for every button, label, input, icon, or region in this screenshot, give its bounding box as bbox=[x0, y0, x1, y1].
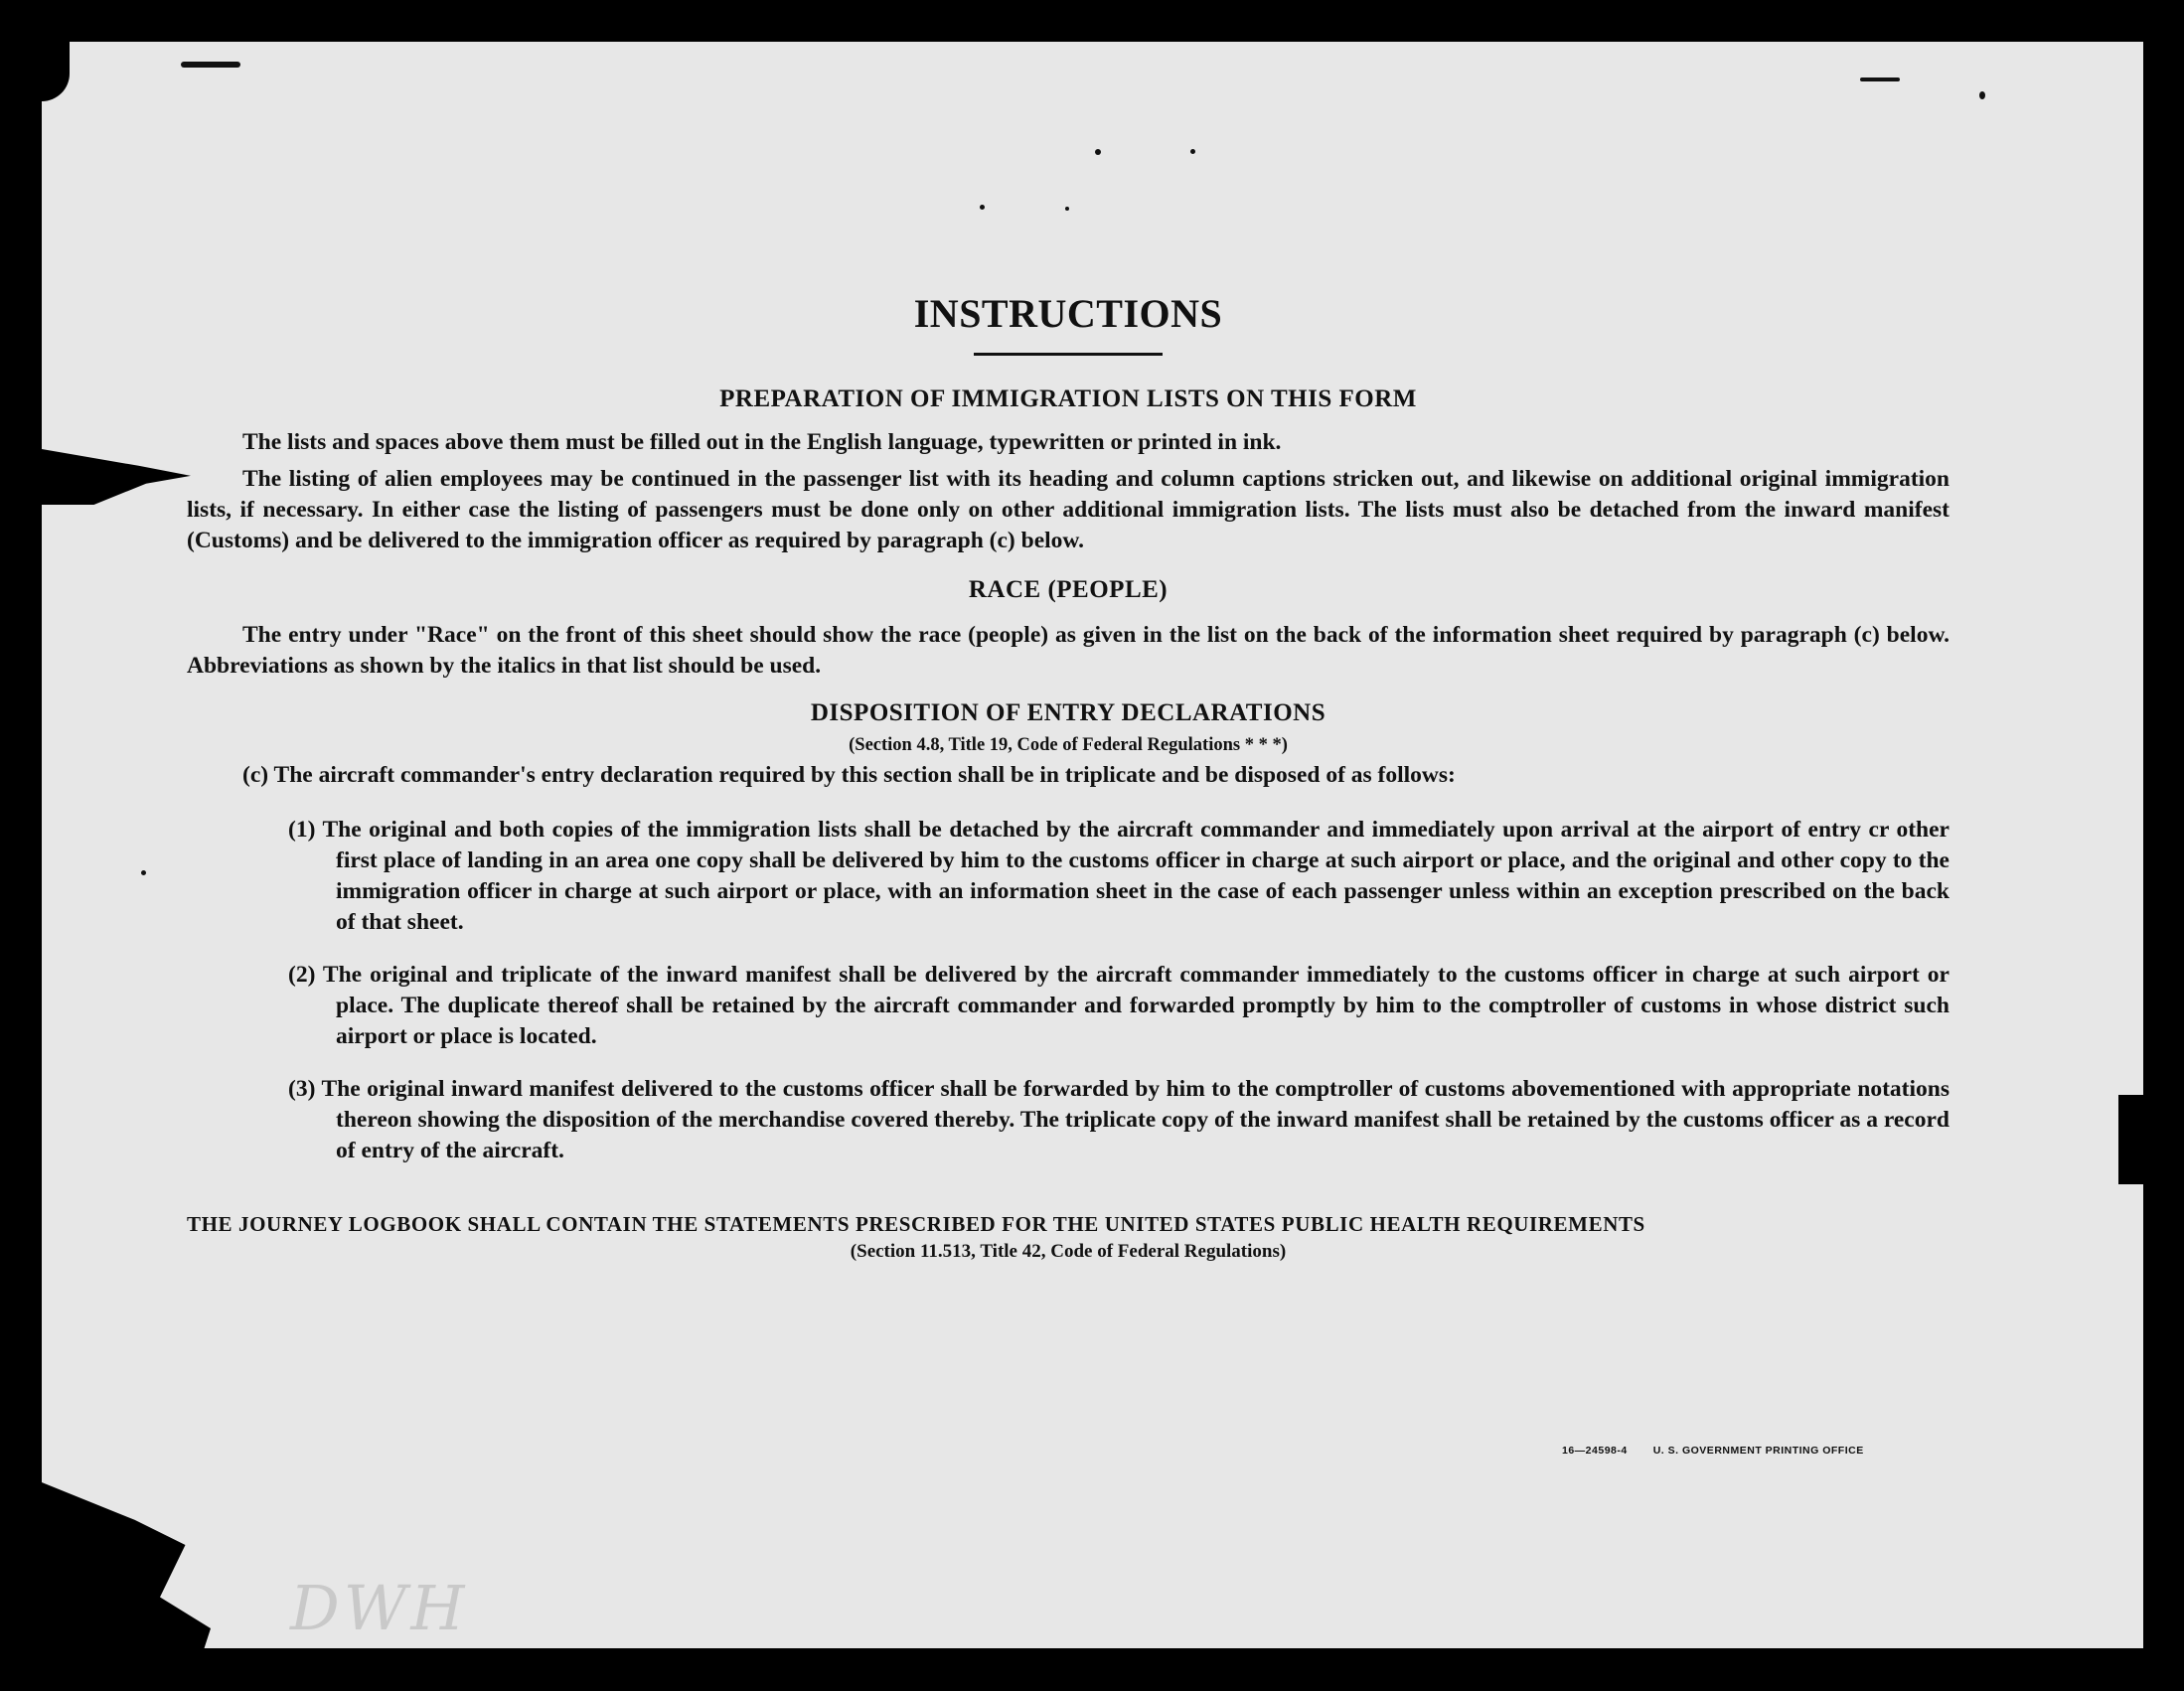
printing-office: U. S. GOVERNMENT PRINTING OFFICE bbox=[1652, 1445, 1864, 1457]
list-item: (1) The original and both copies of the immigration lists shall be detached by the aircraft commander and immediately upon arrival at the airport of entry cr other first place of landing in an area one copy shall be delivered by him to the customs officer in charge at such airport or place, and the original and other copy to the immigration officer in charge at such airport or place, with an information sheet in the case of each passenger unless within an exception prescribed on the back of that sheet. bbox=[288, 817, 1950, 935]
form-number: 16—24598-4 bbox=[1562, 1445, 1628, 1457]
paragraph: The listing of alien employees may be continued in the passenger list with its heading and column captions stricken out, and likewise on additional original immigration lists, if necessary. In either case the listing of passengers must be done only on other additional immigration lists. The lists must also be detached from the inward manifest (Customs) and be delivered to the immigration officer as required by paragraph (c) below. bbox=[187, 466, 1950, 553]
instructions-body bbox=[187, 290, 1950, 1263]
section-heading-race: RACE (PEOPLE) bbox=[968, 576, 1169, 603]
handwritten-initials: DWH bbox=[290, 1572, 469, 1644]
torn-edge bbox=[42, 1482, 211, 1648]
title-underline bbox=[974, 353, 1163, 356]
health-requirements-statement: THE JOURNEY LOGBOOK SHALL CONTAIN THE STATEMENTS PRESCRIBED FOR THE UNITED STATES PUBLIC HEALTH REQUIREMENTS bbox=[187, 1212, 1645, 1236]
torn-edge bbox=[2118, 1095, 2143, 1184]
torn-edge bbox=[42, 449, 191, 505]
numbered-list bbox=[288, 815, 1950, 1166]
page-title: INSTRUCTIONS bbox=[913, 291, 1223, 336]
paragraph-c: (c) The aircraft commander's entry declaration required by this section shall be in triplicate and be disposed of as follows: bbox=[242, 762, 1456, 788]
health-requirements-citation: (Section 11.513, Title 42, Code of Federal Regulations) bbox=[850, 1241, 1287, 1262]
paragraph: The lists and spaces above them must be filled out in the English language, typewritten or printed in ink. bbox=[242, 429, 1282, 455]
section-heading-disposition: DISPOSITION OF ENTRY DECLARATIONS bbox=[810, 699, 1326, 726]
list-item: (3) The original inward manifest delivered to the customs officer shall be forwarded by him to the comptroller of customs abovementioned with appropriate notations thereon showing the disposition of the merchandise covered thereby. The triplicate copy of the inward manifest shall be retained by the customs officer as a record of entry of the aircraft. bbox=[288, 1076, 1950, 1163]
printer-imprint bbox=[1562, 1445, 1864, 1457]
regulation-citation: (Section 4.8, Title 19, Code of Federal Regulations * * *) bbox=[849, 735, 1288, 755]
paragraph: The entry under "Race" on the front of this sheet should show the race (people) as given in the list on the back of the information sheet required by paragraph (c) below. Abbreviations as shown by the italics in that list should be used. bbox=[187, 622, 1950, 679]
section-heading-preparation: PREPARATION OF IMMIGRATION LISTS ON THIS FORM bbox=[719, 385, 1417, 412]
torn-edge bbox=[42, 42, 70, 101]
document-page bbox=[42, 42, 2143, 1648]
list-item: (2) The original and triplicate of the inward manifest shall be delivered by the aircraft commander immediately to the customs officer in charge at such airport or place. The duplicate thereof shall be retained by the aircraft commander and forwarded promptly by him to the comptroller of customs in whose district such airport or place is located. bbox=[288, 962, 1950, 1049]
